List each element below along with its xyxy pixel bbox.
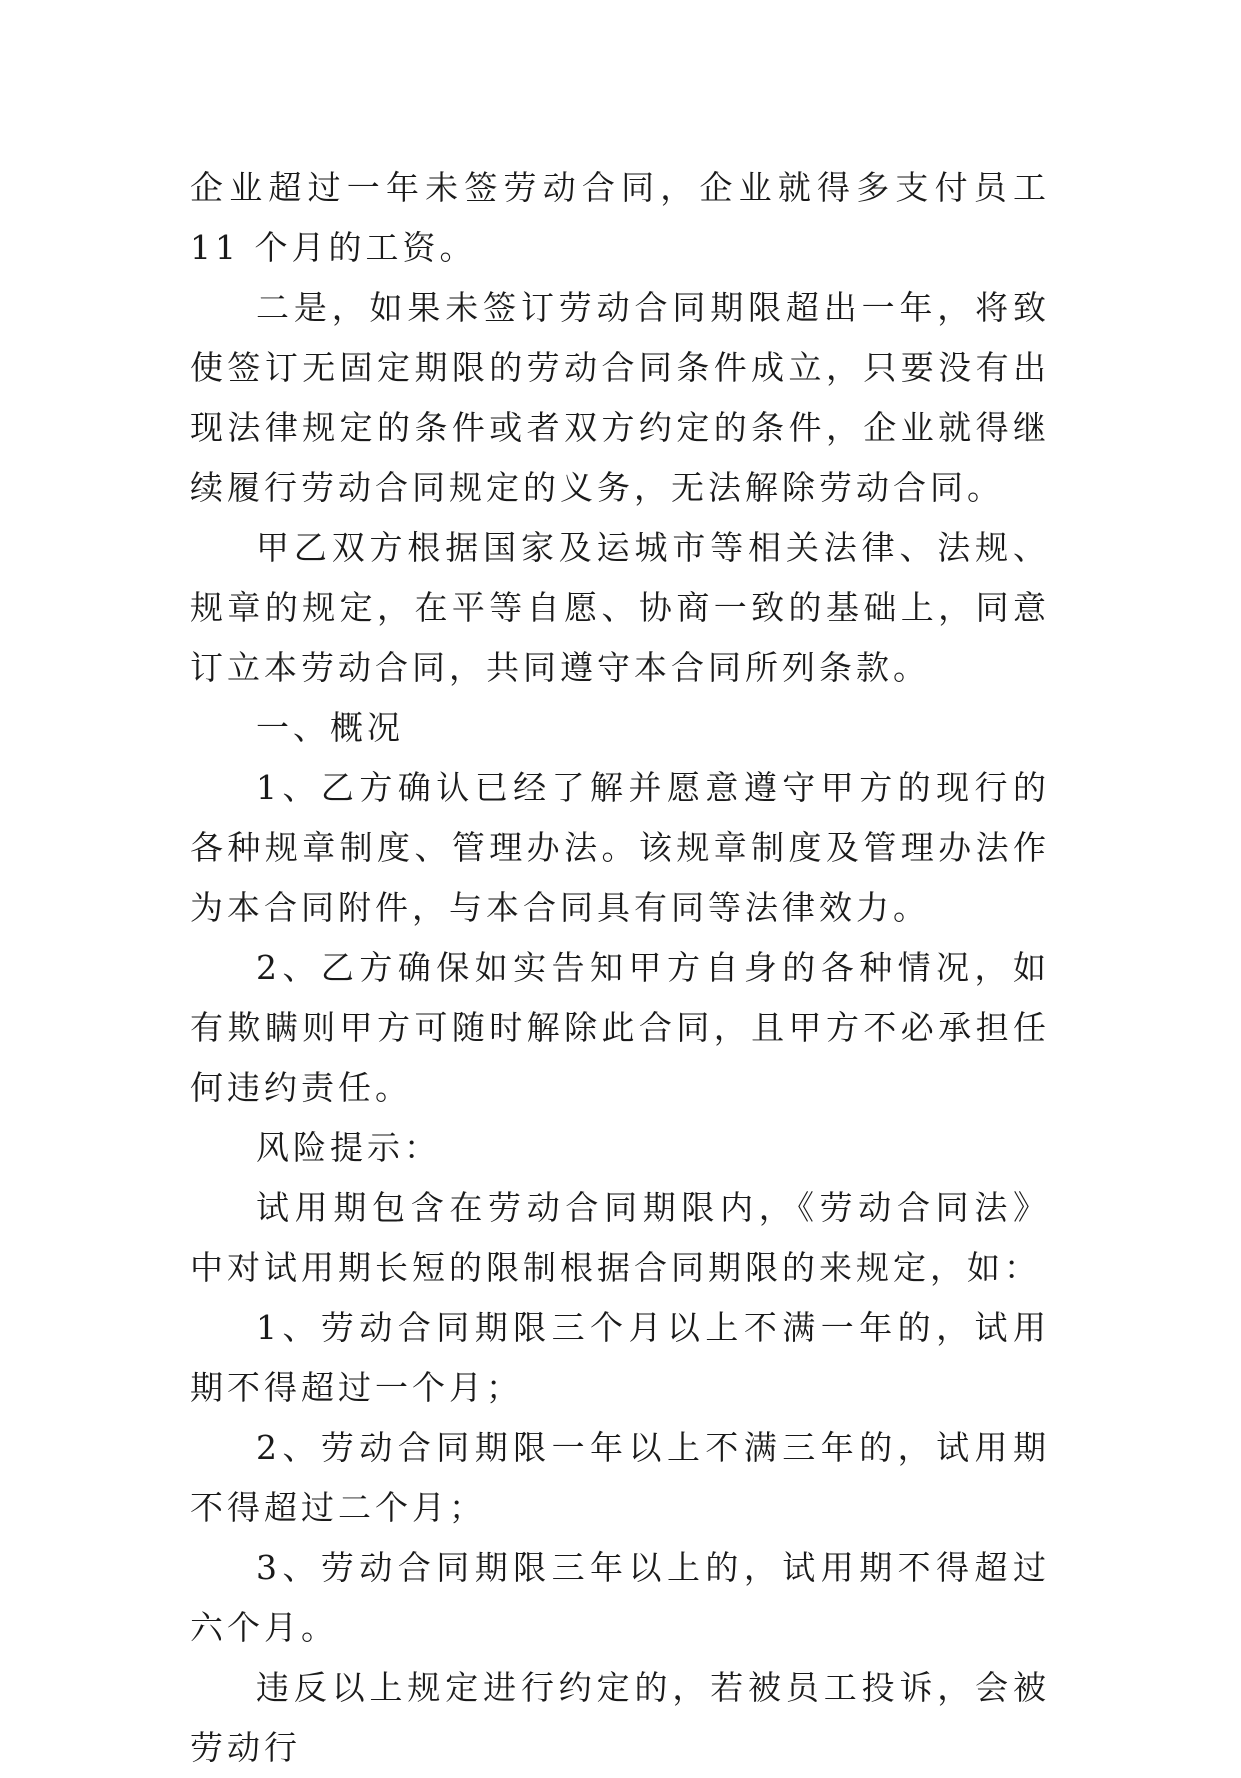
probation-rule-3: 3、劳动合同期限三年以上的，试用期不得超过六个月。 [190,1548,1050,1647]
paragraph-probation-intro: 试用期包含在劳动合同期限内，《劳动合同法》中对试用期长短的限制根据合同期限的来规定，如： [190,1188,1050,1287]
probation-rule-2: 2、劳动合同期限一年以上不满三年的，试用期不得超过二个月； [190,1428,1050,1527]
document-body [190,158,1050,1778]
paragraph-overdue-contract-wages: 企业超过一年未签劳动合同，企业就得多支付员工 11 个月的工资。 [190,168,1050,267]
paragraph-agreement-basis: 甲乙双方根据国家及运城市等相关法律、法规、规章的规定，在平等自愿、协商一致的基础上，同意订立本劳动合同，共同遵守本合同所列条款。 [190,528,1050,687]
section-heading-overview: 一、概况 [256,708,404,747]
probation-rule-1: 1、劳动合同期限三个月以上不满一年的，试用期不得超过一个月； [190,1308,1050,1407]
risk-notice-heading: 风险提示： [256,1128,441,1167]
clause-2-truthful-disclosure: 2、乙方确保如实告知甲方自身的各种情况，如有欺瞒则甲方可随时解除此合同，且甲方不必承担任何违约责任。 [190,948,1050,1107]
paragraph-open-ended-contract: 二是，如果未签订劳动合同期限超出一年，将致使签订无固定期限的劳动合同条件成立，只要没有出现法律规定的条件或者双方约定的条件，企业就得继续履行劳动合同规定的义务，无法解除劳动合同。 [190,288,1050,507]
clause-1-rules-acknowledgement: 1、乙方确认已经了解并愿意遵守甲方的现行的各种规章制度、管理办法。该规章制度及管理办法作为本合同附件，与本合同具有同等法律效力。 [190,768,1050,927]
paragraph-violation-consequence: 违反以上规定进行约定的，若被员工投诉，会被劳动行 [190,1668,1050,1767]
